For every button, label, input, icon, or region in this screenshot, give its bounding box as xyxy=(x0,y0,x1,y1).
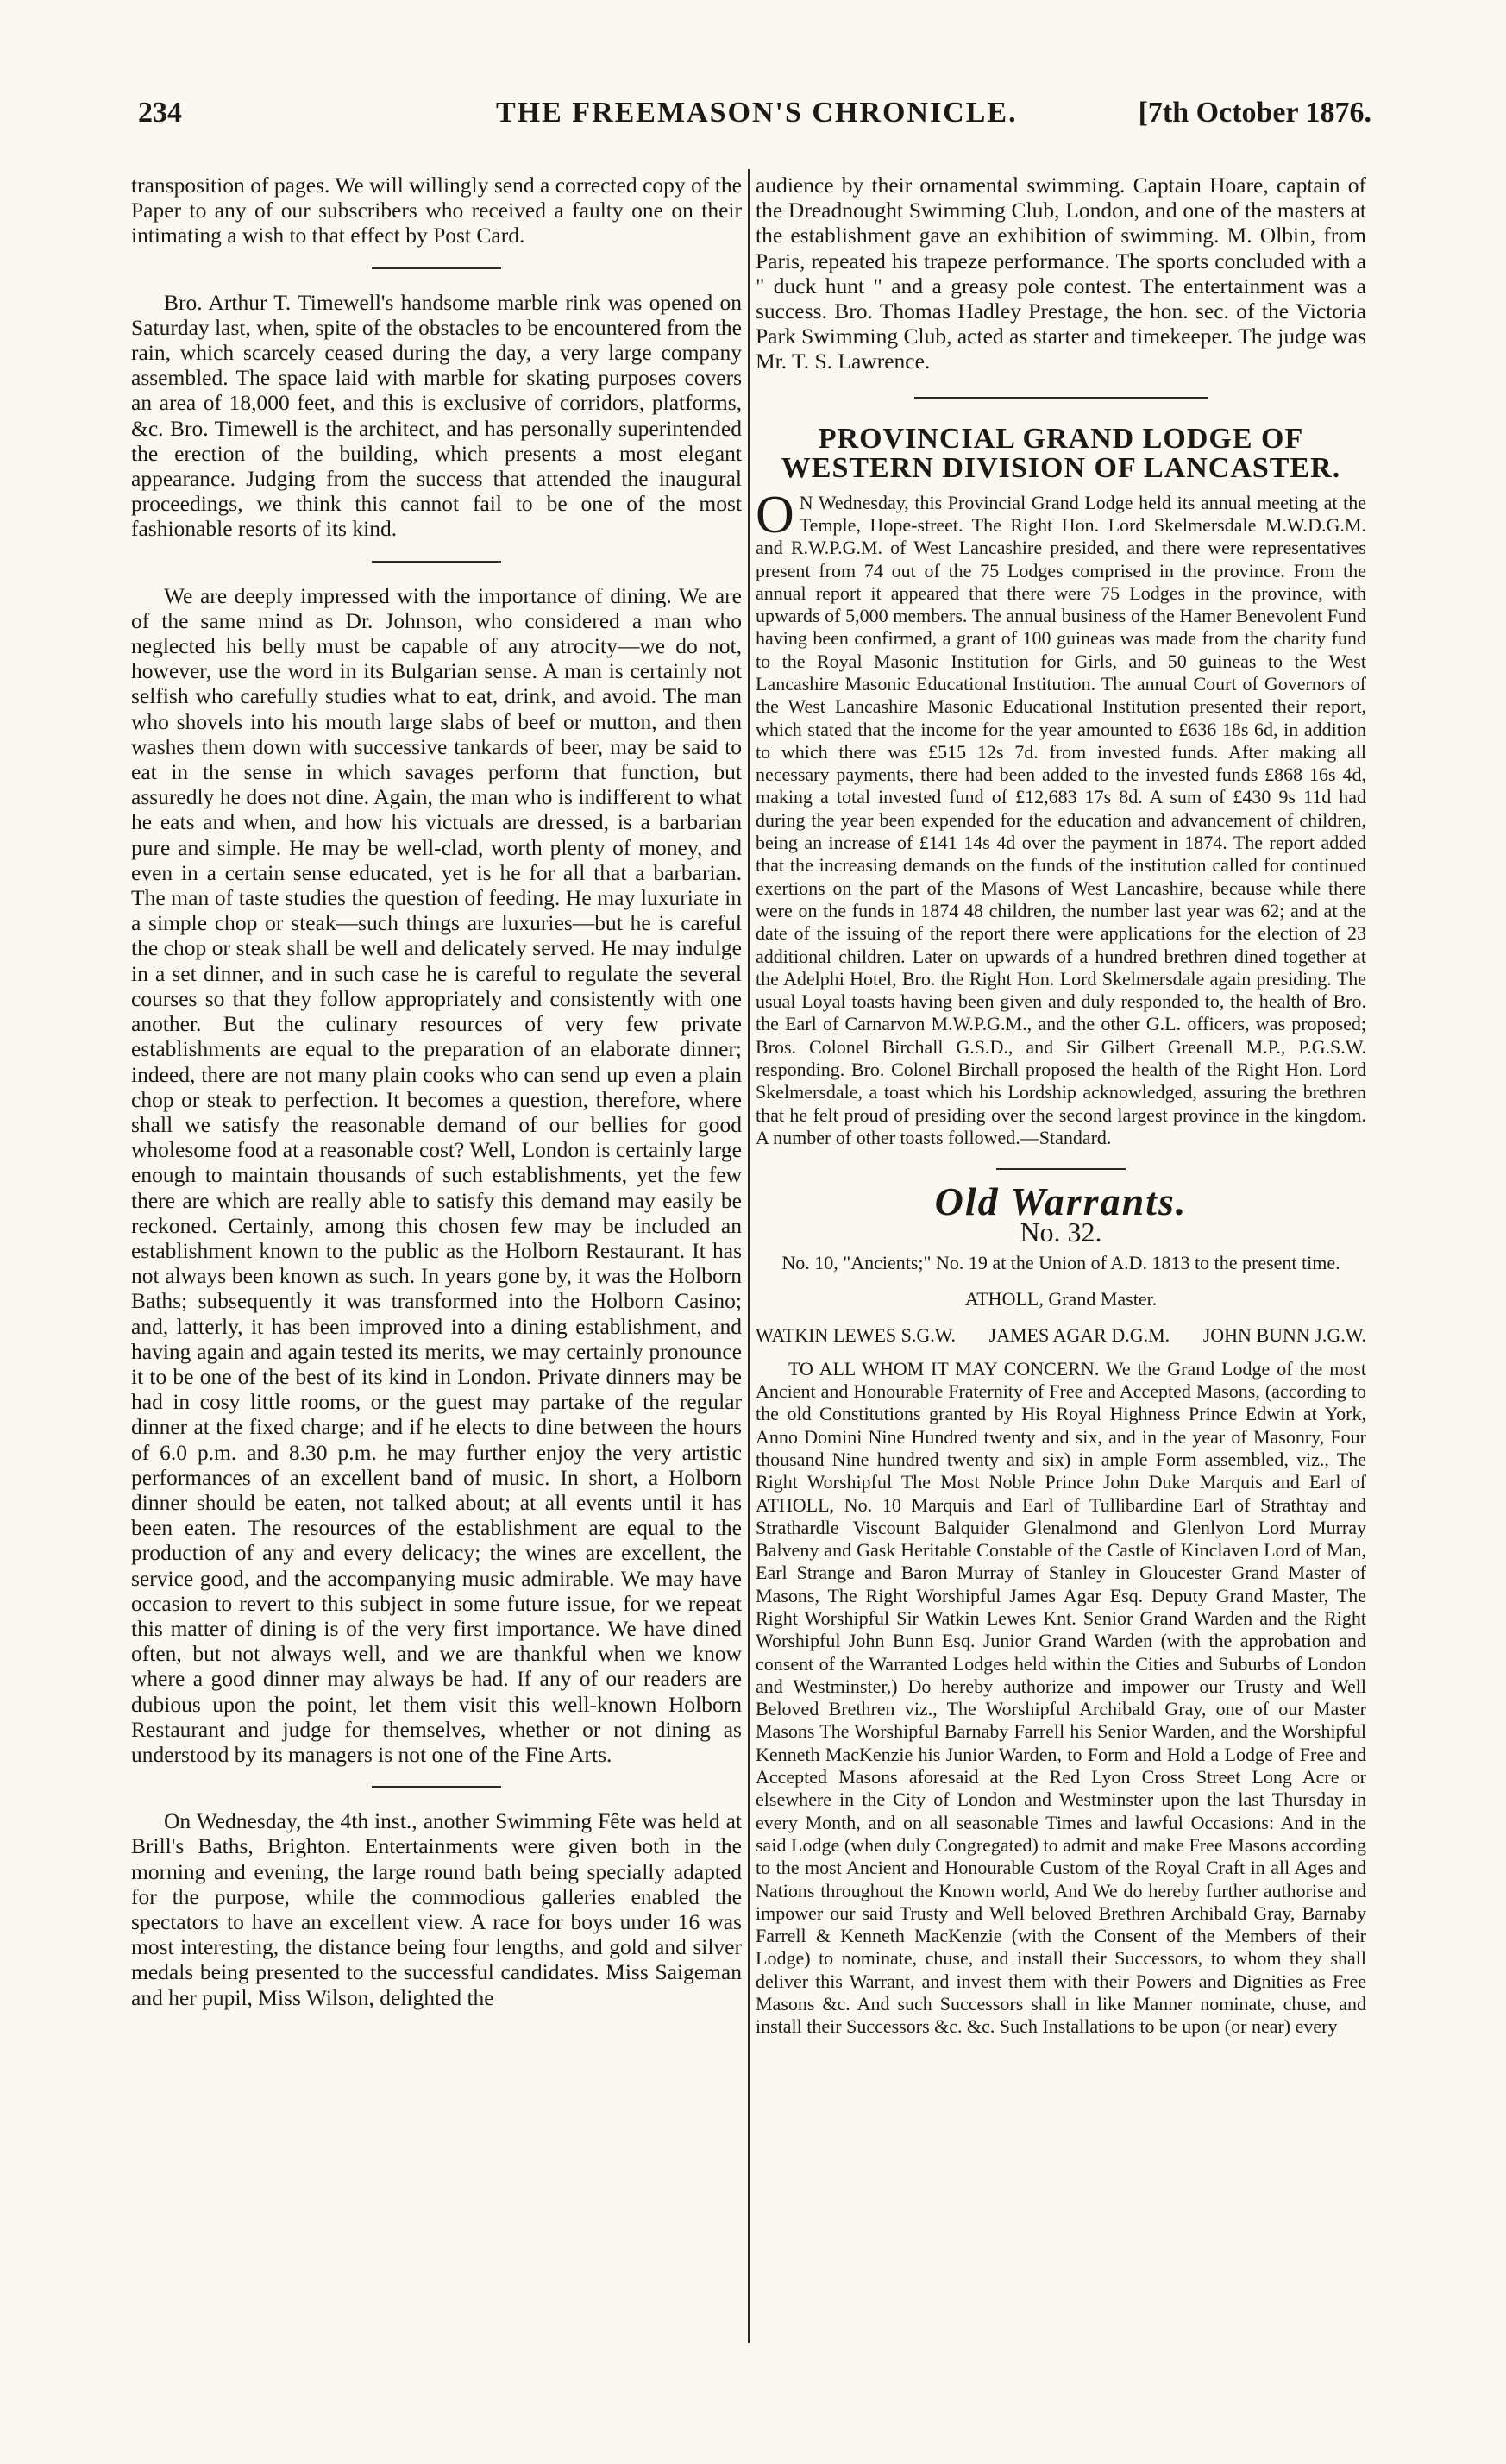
signatory: JAMES AGAR D.G.M. xyxy=(988,1324,1170,1347)
separator xyxy=(996,1168,1126,1170)
right-column xyxy=(756,173,1366,2052)
paragraph-lodge-text: N Wednesday, this Provincial Grand Lodge held its annual meeting at the Temple, Hope-street. The Right Hon. Lord Skelmersdale M.W.D.G.M. and R.W.P.G.M. of West Lancashire presided, and there were representatives present from 74 out of the 75 Lodges comprised in the province. From the annual report it appeared that there were 75 Lodges in the province, with upwards of 5,000 members. The annual business of the Hamer Benevolent Fund having been confirmed, a grant of 100 guineas was made from the charity fund to the Royal Masonic Institution for Girls, and 50 guineas to the West Lancashire Masonic Educational Institution. The annual Court of Governors of the West Lancashire Masonic Educational Institution presented their report, which stated that the income for the year amounted to £636 18s 6d, in addition to which there was £515 12s 7d. from invested funds. After making all necessary payments, there had been added to the invested funds £868 16s 4d, making a total invested fund of £12,683 17s 8d. A sum of £430 9s 11d had during the year been expended for the education and advancement of children, being an increase of £141 14s 4d over the payment in 1874. The report added that the increasing demands on the funds of the institution called for continued exertions on the part of the Masons of West Lancashire, because while there were on the funds in 1874 48 children, the number last year was 62; and at the date of the issuing of the report there were applications for the election of 23 additional children. Later on upwards of a hundred brethren dined together at the Adelphi Hotel, Bro. the Right Hon. Lord Skelmersdale again presiding. The usual Loyal toasts having been given and duly responded to, the health of Bro. the Earl of Carnarvon M.W.P.G.M., and the other G.L. officers, was proposed; Bros. Colonel Birchall G.S.D., and Sir Gilbert Greenall M.P., P.G.S.W. responding. Bro. Colonel Birchall proposed the health of the Right Hon. Lord Skelmersdale, a toast which his Lordship acknowledged, assuring the brethren that he felt proud of presiding over the second largest province in the kingdom. A number of other toasts followed.—Standard. xyxy=(756,491,1366,1148)
separator xyxy=(372,561,501,563)
signatory: JOHN BUNN J.G.W. xyxy=(1202,1324,1366,1347)
newspaper-title: THE FREEMASON'S CHRONICLE. xyxy=(496,97,1018,129)
signatories xyxy=(756,1324,1366,1347)
warrant-number: No. 32. xyxy=(1020,1216,1102,1248)
article-heading: PROVINCIAL GRAND LODGE OF WESTERN DIVISION OF LANCASTER. xyxy=(781,422,1341,484)
paragraph-dining: We are deeply impressed with the importance of dining. We are of the same mind as Dr. Johnson, who considered a man who neglected his belly must be capable of any atrocity—we do not, however, use the word in its Bulgarian sense. A man is certainly not selfish who carefully studies what to eat, drink, and avoid. The man who shovels into his mouth large slabs of beef or mutton, and then washes them down with successive tankards of beer, may be said to eat in the sense in which savages perform that function, but assuredly he does not dine. Again, the man who is indifferent to what he eats and when, and how his victuals are dressed, is a barbarian pure and simple. He may be well-clad, worth plenty of money, and even in a certain sense educated, yet is he for all that a barbarian. The man of taste studies the question of feeding. He may luxuriate in a simple chop or steak—such things are luxuries—but he is careful the chop or steak shall be well and delicately served. He may indulge in a set dinner, and in such case he is careful to regulate the several courses so that they follow appropriately and consistently with one another. But the culinary resources of very few private establishments are equal to the preparation of an elaborate dinner; indeed, there are not many plain cooks who can send up even a plain chop or steak to perfection. It becomes a question, therefore, where shall we satisfy the reasonable demand of our bellies for good wholesome food at a reasonable cost? Well, London is certainly large enough to maintain thousands of such establishments, yet the few there are which are really able to satisfy this demand may easily be reckoned. Certainly, among this chosen few may be included an establishment known to the public as the Holborn Restaurant. It has not always been known as such. In years gone by, it was the Holborn Baths; subsequently it was transformed into the Holborn Casino; and, latterly, it has been improved into a dining establishment, and having again and again tested its merits, we may certainly pronounce it to be one of the best of its kind in London. Private dinners may be had in cosy little rooms, or the guest may partake of the regular dinner at the fixed charge; and if he elects to dine between the hours of 6.0 p.m. and 8.30 p.m. he may further enjoy the very artistic performances of an excellent band of music. In short, a Holborn dinner should be eaten, not talked about; at all events until it has been eaten. The resources of the establishment are equal to the production of any and every delicacy; the wines are excellent, the service good, and the accompanying music admirable. We may have occasion to revert to this subject in some future issue, for we repeat this matter of dining is of the very first importance. We have dined often, but not always well, and we are thankful when we know where a good dinner may always be had. If any of our readers are dubious upon the point, let them visit this well-known Holborn Restaurant and judge for themselves, whether or not dining as understood by its managers is not one of the Fine Arts. xyxy=(131,582,742,1767)
grand-master: ATHOLL, Grand Master. xyxy=(964,1288,1158,1311)
column-divider xyxy=(748,169,750,2343)
left-column xyxy=(131,173,742,2024)
separator xyxy=(372,267,501,269)
paragraph-rink: Bro. Arthur T. Timewell's handsome marble rink was opened on Saturday last, when, spite of the obstacles to be encountered from the rain, which scarcely ceased during the day, a very large company assembled. The space laid with marble for skating purposes covers an area of 18,000 feet, and this is exclusive of corridors, platforms, &c. Bro. Timewell is the architect, and has personally superintended the erection of the building, which presents a most elegant appearance. Judging from the success that attended the inaugural proceedings, we think this cannot fail to be one of the most fashionable resorts of its kind. xyxy=(131,289,742,542)
separator xyxy=(372,1786,501,1788)
paragraph-correction: transposition of pages. We will willingly send a corrected copy of the Paper to any of our subscribers who received a faulty one on their intimating a wish to that effect by Post Card. xyxy=(131,173,742,248)
paragraph-swimming: On Wednesday, the 4th inst., another Swimming Fête was held at Brill's Baths, Brighton. Entertainments were given both in the morning and evening, the large round bath being specially adapted for the purpose, while the commodious galleries enabled the spectators to have an excellent view. A race for boys under 16 was most interesting, the distance being four lengths, and gold and silver medals being presented to the successful candidates. Miss Saigeman and her pupil, Miss Wilson, delighted the xyxy=(131,1808,742,2010)
drop-cap: O xyxy=(756,485,794,544)
warrant-text: TO ALL WHOM IT MAY CONCERN. We the Grand Lodge of the most Ancient and Honourable Fraternity of Free and Accepted Masons, (according to the old Constitutions granted by His Royal Highness Prince Edwin at York, Anno Domini Nine Hundred twenty and six, and in the year of Masonry, Four thousand Nine hundred twenty and six) in ample Form assembled, viz., The Right Worshipful The Most Noble Prince John Duke Marquis and Earl of ATHOLL, No. 10 Marquis and Earl of Tullibardine Earl of Strathtay and Strathardle Viscount Balquider Glenalmond and Glenlyon Lord Murray Balveny and Gask Heritable Constable of the Castle of Kinclaven Lord of Man, Earl Strange and Baron Murray of Stanley in Gloucester Grand Master of Masons, The Right Worshipful James Agar Esq. Deputy Grand Master, The Right Worshipful Sir Watkin Lewes Knt. Senior Grand Warden and the Right Worshipful John Bunn Esq. Junior Grand Warden (with the approbation and consent of the Warranted Lodges held within the Cities and Suburbs of London and Westminster,) Do hereby authorize and impower our Trusty and Well Beloved Brethren viz., The Worshipful Archibald Gray, one of our Master Masons The Worshipful Barnaby Farrell his Senior Warden, and the Worshipful Kenneth MacKenzie his Junior Warden, to Form and Hold a Lodge of Free and Accepted Masons aforesaid at the Red Lyon Cross Street Long Acre or elsewhere in the City of London and Westminster upon the last Thursday in every Month, and on all seasonable Times and lawful Occasions: And in the said Lodge (when duly Congregated) to admit and make Free Masons according to the most Ancient and Honourable Custom of the Royal Craft in all Ages and Nations throughout the Known world, And We do hereby further authorise and impower our said Trusty and Well beloved Brethren Archibald Gray, Barnaby Farrell & Kenneth MacKenzie (with the Consent of the Members of their Lodge) to nominate, chuse, and install their Successors, to whom they shall deliver this Warrant, and invest them with their Powers and Dignities as Free Masons &c. And such Successors shall in like Manner nominate, chuse, and install their Successors &c. &c. Such Installations to be upon (or near) every xyxy=(756,1357,1366,2038)
warrant-subtitle: No. 10, "Ancients;" No. 19 at the Union of A.D. 1813 to the present time. xyxy=(781,1251,1340,1273)
paragraph-swimming-cont: audience by their ornamental swimming. Captain Hoare, captain of the Dreadnought Swimming Club, London, and one of the masters at the establishment gave an exhibition of swimming. M. Olbin, from Paris, repeated his trapeze performance. The sports concluded with a " duck hunt " and a greasy pole contest. The entertainment was a success. Bro. Thomas Hadley Prestage, the hon. sec. of the Victoria Park Swimming Club, acted as starter and timekeeper. The judge was Mr. T. S. Lawrence. xyxy=(756,173,1366,374)
page-number: 234 xyxy=(138,97,182,129)
page-header xyxy=(138,97,1371,148)
separator xyxy=(914,397,1208,399)
paragraph-lodge xyxy=(756,485,1366,1150)
signatory: WATKIN LEWES S.G.W. xyxy=(756,1324,956,1347)
issue-date: [7th October 1876. xyxy=(1138,97,1371,129)
section-title: Old Warrants. xyxy=(934,1179,1188,1224)
